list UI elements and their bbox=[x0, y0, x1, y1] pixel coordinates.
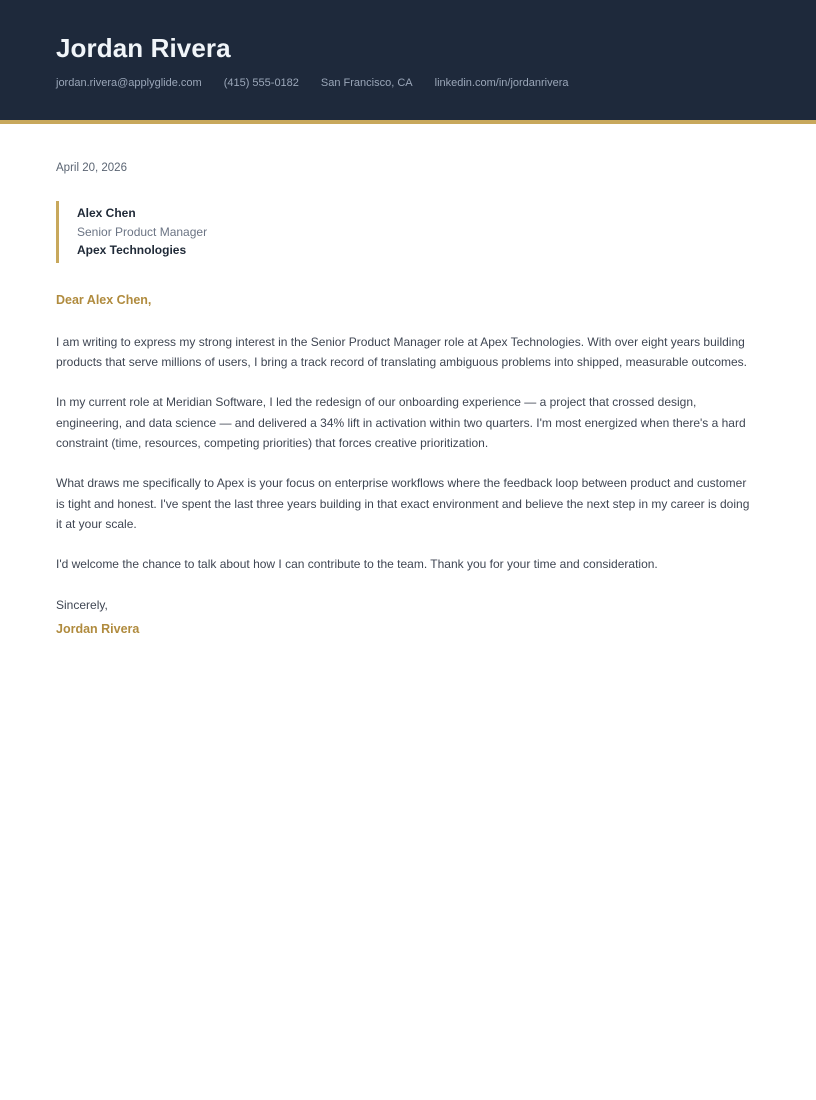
recipient-title: Senior Product Manager bbox=[77, 224, 208, 239]
salutation: Dear Alex Chen, bbox=[56, 293, 152, 308]
contact-linkedin: linkedin.com/in/jordanrivera bbox=[434, 76, 569, 89]
contact-line bbox=[56, 76, 760, 91]
body-paragraph-1: I am writing to express my strong interest in the Senior Product Manager role at Apex Technologies. With over eight years building products that serve millions of users, I bring a track record of translating ambiguous problems into shipped, measurable outcomes. bbox=[56, 334, 748, 370]
letter-date: April 20, 2026 bbox=[56, 162, 127, 174]
contact-phone: (415) 555-0182 bbox=[223, 76, 299, 89]
letter-header bbox=[0, 0, 816, 124]
closing-word: Sincerely, bbox=[56, 598, 108, 613]
recipient-company: Apex Technologies bbox=[77, 243, 187, 258]
contact-email: jordan.rivera@applyglide.com bbox=[56, 76, 202, 89]
body-paragraph-3: What draws me specifically to Apex is your focus on enterprise workflows where the feedback loop between product and customer is tight and honest. I've spent the last three years building in that exact environment and believe the next step in my career is doing it at your scale. bbox=[56, 475, 750, 532]
sender-name: Jordan Rivera bbox=[56, 33, 231, 63]
letter-body bbox=[0, 124, 816, 638]
recipient-block bbox=[56, 201, 756, 263]
body-paragraph-2: In my current role at Meridian Software, I led the redesign of our onboarding experience — a project that crossed design, engineering, and data science — and delivered a 34% lift in activation within two quarters. I'm most energized when there's a hard constraint (time, resources, competing priorities) that forces creative prioritization. bbox=[56, 395, 746, 451]
recipient-name: Alex Chen bbox=[77, 206, 136, 221]
signature-name: Jordan Rivera bbox=[56, 621, 140, 636]
contact-location: San Francisco, CA bbox=[320, 76, 413, 89]
body-paragraph-4: I'd welcome the chance to talk about how I can contribute to the team. Thank you for your time and consideration. bbox=[56, 556, 658, 571]
closing-block bbox=[56, 596, 756, 638]
